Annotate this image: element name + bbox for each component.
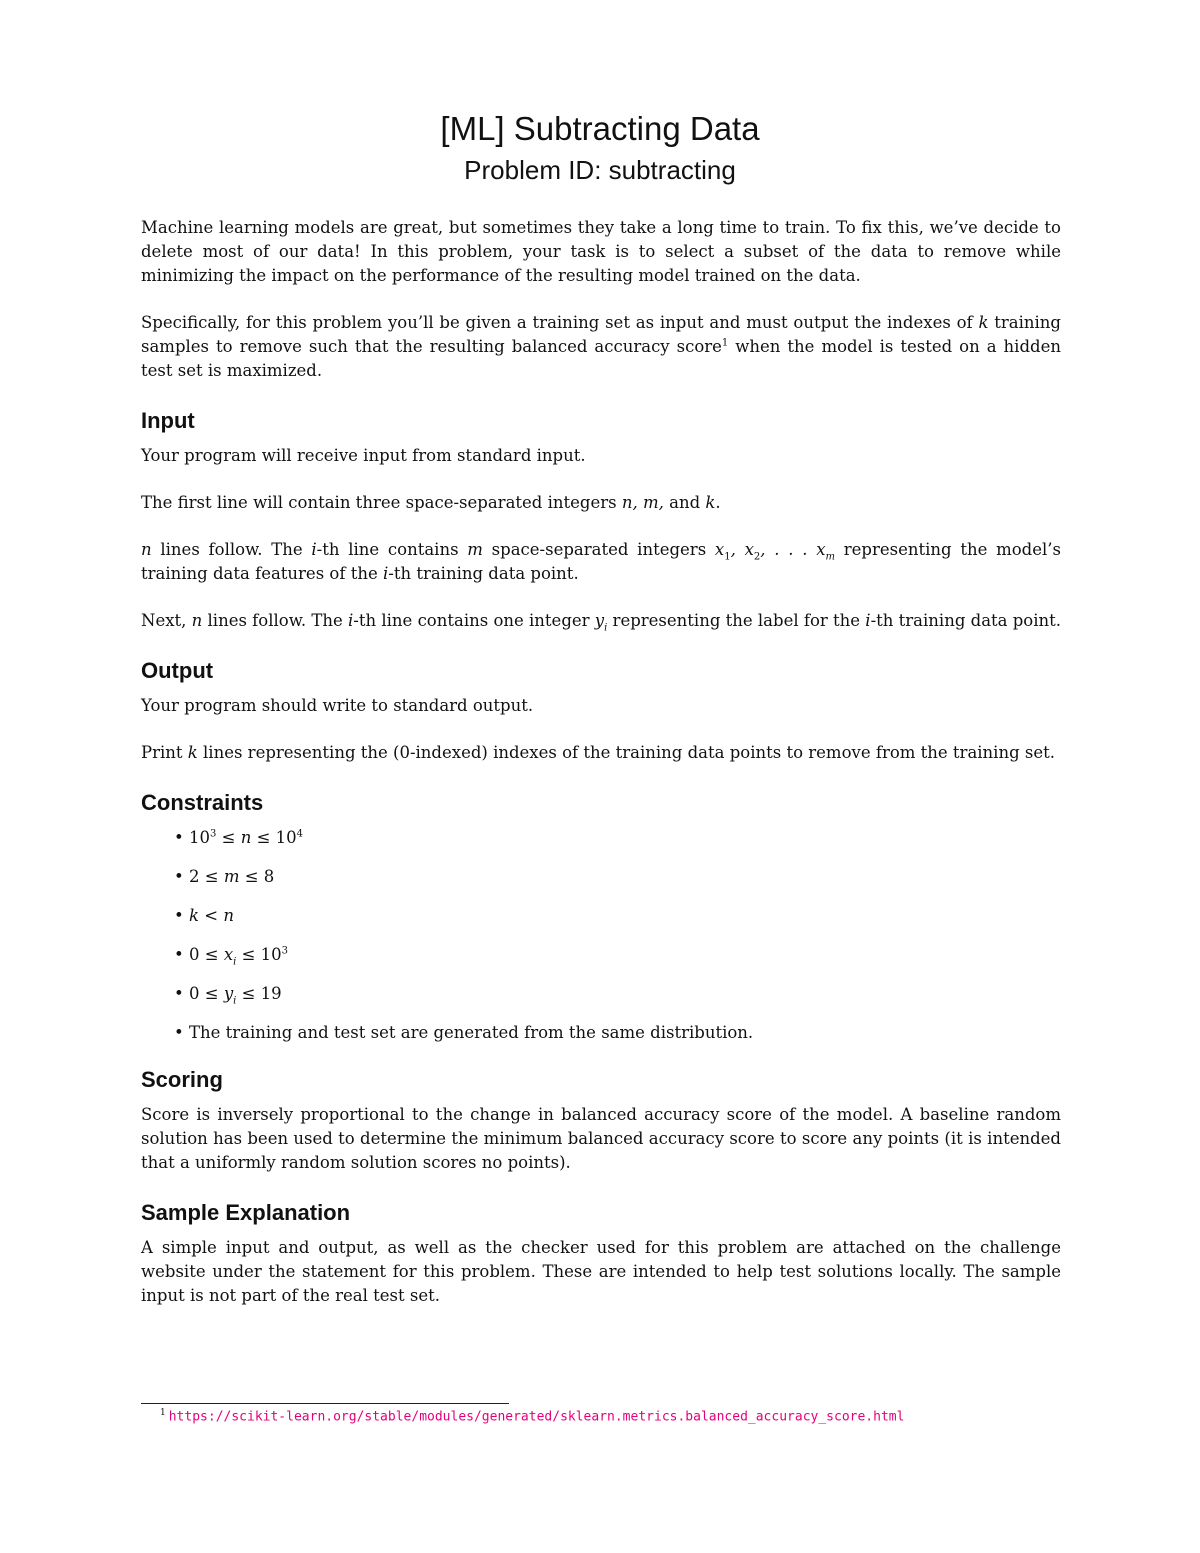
input-paragraph-2 [141,491,1061,515]
constraint-item-k [141,904,1061,928]
text-span: 2 ≤ [189,867,224,886]
math-superscript: 3 [210,828,217,840]
math-n: n [240,828,252,847]
text-span: and [663,493,706,512]
constraint-item-distribution [141,1021,1061,1045]
text-span: ≤ 19 [236,984,282,1003]
math-i: i [865,611,871,630]
text-span: training samples to remove such that the resulting balanced accuracy score [141,313,1061,356]
math-n: n [191,611,203,630]
constraint-item-n [141,826,1061,850]
math-k: k [187,743,198,762]
bullet-icon: • [174,906,184,925]
text-span: The first line will contain three space-separated integers [141,493,622,512]
footnote-link[interactable]: https://scikit-learn.org/stable/modules/generated/sklearn.metrics.balanced_accuracy_score.html [168,1409,905,1425]
math-k: k [705,493,716,512]
text-span: 10 [189,828,210,847]
bullet-icon: • [174,828,184,847]
text-span: -th training data point. [388,564,579,583]
bullet-icon: • [174,1023,184,1042]
math-i: i [348,611,354,630]
output-paragraph-1: Your program should write to standard output. [141,696,534,715]
math-superscript: 3 [281,945,289,957]
math-n: n [141,540,152,559]
text-span: space-separated integers [482,540,715,559]
text-span: lines representing the (0-indexed) indexes of the training data points to remove from the training set. [197,743,1055,762]
footnote-divider [141,1403,509,1404]
math-x: x [714,540,725,559]
math-subscript: i [233,956,237,968]
text-span: representing the label for the [607,611,866,630]
text-span: < [199,906,224,925]
text-span: ≤ 10 [236,945,282,964]
math-vars: n, m, [621,493,664,512]
bullet-icon: • [174,945,184,964]
scoring-heading: Scoring [141,1067,223,1092]
math-subscript: 1 [724,551,731,563]
math-x: x [744,540,754,559]
math-i: i [311,540,317,559]
document-title: [ML] Subtracting Data [440,110,760,147]
bullet-icon: • [174,984,184,1003]
math-subscript: i [233,995,237,1007]
text-span: -th line contains one integer [353,611,595,630]
footnote-mark: 1 [160,1408,166,1418]
text-span: Print [141,743,188,762]
math-dots: , . . . [760,540,817,559]
math-i: i [382,564,389,583]
output-paragraph-2 [141,741,1061,765]
text-span: The training and test set are generated from the same distribution. [189,1023,754,1042]
constraint-item-y [141,982,1061,1006]
document-body [141,216,1061,1331]
math-k: k [978,313,989,332]
scoring-paragraph: Score is inversely proportional to the change in balanced accuracy score of the model. A baseline random solution has been used to determine the minimum balanced accuracy score to score any points (it is intended that a uniformly random solution scores no points). [141,1105,1061,1172]
math-n: n [223,906,234,925]
text-span: ≤ 8 [239,867,275,886]
sample-explanation-paragraph: A simple input and output, as well as the checker used for this problem are attached on the challenge website under the statement for this problem. These are intended to help test solutions locally. The sample input is not part of the real test set. [141,1238,1061,1305]
intro-paragraph-2 [141,311,1061,383]
constraints-list [141,826,1061,1045]
math-subscript: m [825,551,836,563]
input-paragraph-1: Your program will receive input from standard input. [141,446,586,465]
text-span: representing the model’s training data features of the [141,540,1061,583]
math-sep: , [730,540,745,559]
text-span: when the model is tested on a hidden test set is maximized. [141,337,1061,380]
bullet-icon: • [174,867,184,886]
text-span: 0 ≤ [189,945,224,964]
sample-explanation-heading: Sample Explanation [141,1200,351,1225]
input-paragraph-4 [141,609,1061,633]
math-x: x [223,945,234,964]
constraint-item-m [141,865,1061,889]
text-span: -th line contains [316,540,468,559]
input-paragraph-3 [141,538,1061,586]
text-span: Specifically, for this problem you’ll be given a training set as input and must output the indexes of [141,313,979,332]
text-span: lines follow. The [202,611,349,630]
constraint-item-x [141,943,1061,967]
math-m: m [223,867,240,886]
constraints-heading: Constraints [141,790,264,815]
footnote-ref[interactable]: 1 [721,337,729,349]
text-span: ≤ [216,828,241,847]
text-span: . [715,493,721,512]
output-heading: Output [141,658,214,683]
text-span: 0 ≤ [189,984,224,1003]
footnote [160,1408,904,1425]
math-superscript: 4 [296,828,304,840]
text-span: lines follow. The [151,540,312,559]
math-y: y [223,984,234,1003]
math-x: x [816,540,826,559]
math-y: y [594,611,605,630]
math-k: k [189,906,199,925]
input-heading: Input [141,408,195,433]
math-m: m [467,540,483,559]
problem-id: Problem ID: subtracting [464,155,736,185]
intro-paragraph-1: Machine learning models are great, but sometimes they take a long time to train. To fix this, we’ve decide to delete most of our data! In this problem, your task is to select a subset of the data to remove while minimizing the impact on the performance of the resulting model trained on the data. [141,218,1061,285]
math-subscript: 2 [753,551,761,563]
math-subscript: i [604,622,608,634]
text-span: ≤ 10 [251,828,297,847]
text-span: -th training data point. [870,611,1062,630]
text-span: Next, [141,611,192,630]
